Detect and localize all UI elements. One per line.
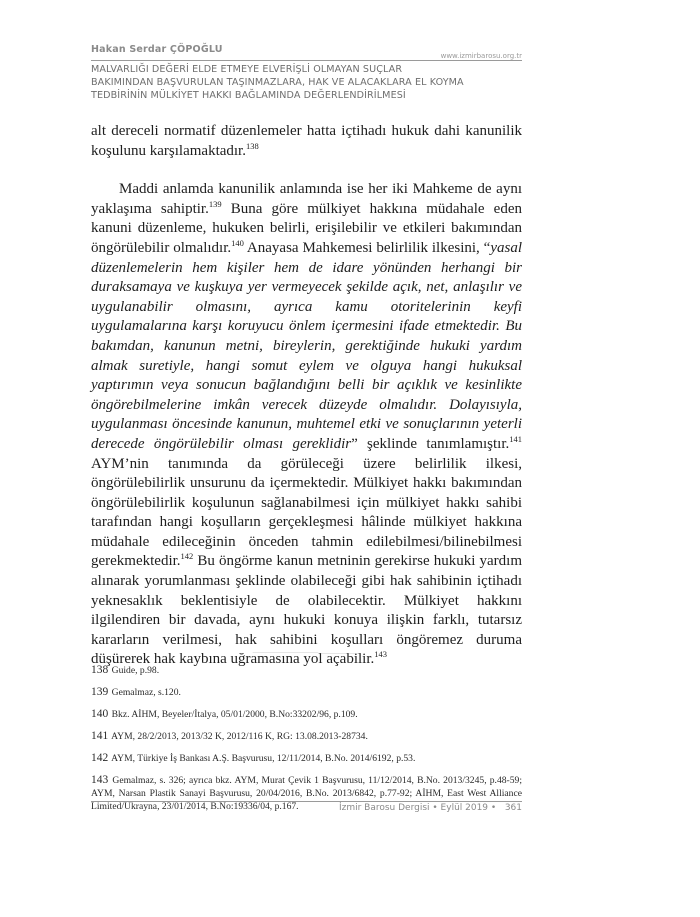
- paragraph: [91, 122, 522, 161]
- footnote-ref[interactable]: 142: [180, 551, 194, 562]
- paragraph-text: AYM’nin tanımında da görüleceği üzere belirlilik ilkesi, öngörülebilirlik unsurunu da içermektedir. Mülkiyet hakkı bakımından öngörülebilirlik koşulunun sağlanabilmesi için mülkiyet hakkı sahibi tarafından hangi koşulların gerçekleşmesi hâlinde mülkiyet hakkına müdahale edileceğinin önceden tahmin edilebilmesi/bilinebilmesi gerekmektedir.: [91, 455, 522, 570]
- footnote-text: Gemalmaz, s.120.: [111, 687, 181, 698]
- header-title-line: MALVARLIĞI DEĞERİ ELDE ETMEYE ELVERİŞLİ OLMAYAN SUÇLAR: [91, 64, 403, 75]
- paragraph: [91, 180, 522, 670]
- footnote-ref[interactable]: 143: [374, 649, 387, 660]
- footnote-ref[interactable]: 139: [208, 198, 222, 209]
- page-number: 361: [504, 803, 522, 813]
- footnote-divider: [91, 652, 522, 654]
- header-url[interactable]: www.izmirbarosu.org.tr: [440, 52, 522, 60]
- footnote-number: 138: [91, 664, 109, 676]
- footnote-number: 142: [91, 752, 109, 764]
- body-text: [91, 122, 522, 670]
- footnote-number: 143: [91, 774, 109, 786]
- footnote-number: 141: [91, 730, 109, 742]
- header-article-title: [91, 63, 531, 103]
- footnote-ref[interactable]: 140: [231, 237, 244, 248]
- paragraph-text: alt dereceli normatif düzenlemeler hatta içtihadı hukuk dahi kanunilik koşulunu karşılamaktadır.: [91, 123, 522, 159]
- footnote: [91, 664, 522, 677]
- footnote-ref[interactable]: 138: [245, 140, 259, 151]
- footnote-text: AYM, 28/2/2013, 2013/32 K, 2012/116 K, RG: 13.08.2013-28734.: [111, 731, 368, 742]
- paragraph-text: ” şeklinde tanımlamıştır.: [351, 435, 510, 452]
- footnote-number: 139: [91, 686, 109, 698]
- quoted-definition: yasal düzenlemelerin hem kişiler hem de idare yönünden herhangi bir duraksamaya ve kuşkuya yer vermeyecek şekilde açık, net, anlaşılır ve uygulanabilir olmasını, ayrıca kamu otoritelerinin keyfi uygulamalarına karşı koruyucu önlem içermesini ifade etmektedir. Bu bakımdan, kanunun metni, bireylerin, gerektiğinde hukuki yardım almak suretiyle, hangi somut eylem ve olguya hangi hukuksal yaptırımın veya sonucun bağlandığını belli bir açıklık ve kesinlikte öngörebilmelerine imkân verecek düzeyde olmalıdır. Dolayısıyla, uygulanması öncesinde kanunun, muhtemel etki ve sonuçlarının yeterli derecede öngörülebilir olması gereklidir: [91, 239, 523, 452]
- footnote-text: Bkz. AİHM, Beyeler/İtalya, 05/01/2000, B.No:33202/96, p.109.: [111, 709, 358, 720]
- running-footer: [339, 803, 522, 813]
- header-title-line: BAKIMINDAN BAŞVURULAN TAŞINMAZLARA, HAK VE ALACAKLARA EL KOYMA: [91, 77, 464, 89]
- paragraph-text: Bu öngörme kanun metninin gerekirse hukuki yardım alınarak yorumlanması şeklinde olabileceği gibi hak sahibinin içtihadı yeknesaklık beklentisiyle de olabilecektir. Mülkiyet hakkını ilgilendiren bir davada, aynı hukuki konuya ilişkin farklı, tutarsız kararların verilmesi, hak sahibini koşulları öngöremez duruma düşürerek hak kaybına uğramasına yol açabilir.: [91, 553, 522, 668]
- footnote: [91, 686, 522, 699]
- footnote-ref[interactable]: 141: [509, 433, 523, 444]
- header-divider: [91, 60, 522, 61]
- footnote-text: Guide, p.98.: [111, 665, 160, 676]
- footnote-text: Gemalmaz, s. 326; ayrıca bkz. AYM, Murat Çevik 1 Başvurusu, 11/12/2014, B.No. 2013/3245, p.48-59; AYM, Narsan Plastik Sanayi Başvurusu, 20/04/2016, B.No. 2013/6842, p.77-92; AİHM, East West Alliance Limited/Ukrayna, 23/01/2014, B.No:19336/04, p.167.: [91, 775, 522, 812]
- footnotes: [91, 664, 522, 822]
- footnote: [91, 752, 522, 765]
- paragraph-text: Anayasa Mahkemesi belirlilik ilkesini, “: [243, 239, 491, 256]
- header-author: Hakan Serdar ÇÖPOĞLU: [91, 44, 223, 55]
- paragraph-text: Maddi anlamda kanunilik anlamında ise her iki Mahkeme de aynı yaklaşıma sahiptir.: [91, 181, 522, 217]
- paragraph-text: Buna göre mülkiyet hakkına müdahale eden kanuni düzenleme, hukuken belirli, erişilebilir ve etkileri bakımından öngörülebilir olmalıdır.: [91, 200, 522, 256]
- footnote: [91, 730, 522, 743]
- footer-divider: [91, 801, 522, 802]
- footnote-text: AYM, Türkiye İş Bankası A.Ş. Başvurusu, 12/11/2014, B.No. 2014/6192, p.53.: [111, 753, 416, 764]
- footnote-number: 140: [91, 708, 109, 720]
- footnote: [91, 708, 522, 721]
- header-title-line: TEDBİRİNİN MÜLKİYET HAKKI BAĞLAMINDA DEĞERLENDİRİLMESİ: [91, 90, 406, 102]
- footer-journal: İzmir Barosu Dergisi • Eylül 2019 •: [338, 803, 497, 813]
